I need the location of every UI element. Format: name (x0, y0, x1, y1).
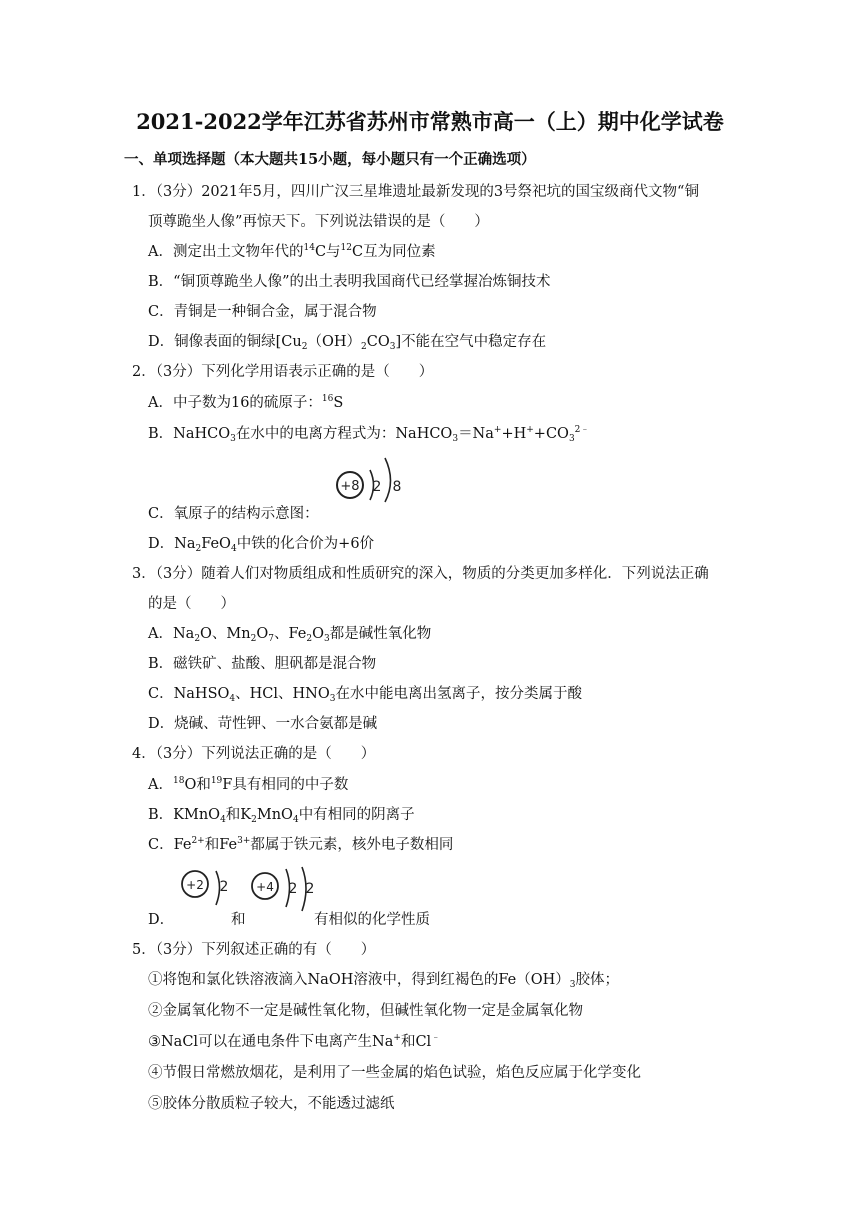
atom-diagram-plus4 (245, 863, 325, 915)
diagram-shell-count: 2 (372, 479, 382, 495)
diagram-shell-count: 8 (392, 479, 402, 495)
section-heading: 一、单项选择题（本大题共15小题，每小题只有一个正确选项） (124, 151, 536, 168)
diagram-shell-count: 2 (219, 879, 229, 895)
q4-option-d-and: 和 (231, 912, 246, 928)
q3-stem-line2: 的是（ ） (148, 596, 235, 612)
q1-option-b: B．“铜顶尊跪坐人像”的出土表明我国商代已经掌握冶炼铜技术 (148, 274, 551, 290)
q1-option-d: D．铜像表面的铜绿$[Cu_2(OH)_2CO_3]$不能在空气中稳定存在 (148, 334, 547, 352)
q1-option-a: A．测定出土文物年代的$^{14}$C与$^{12}$C互为同位素 (148, 243, 436, 260)
q4-option-b: B．KMnO$_4$和$K_2MnO_4$中有相同的阴离子 (148, 807, 415, 825)
q3-option-c: C．NaHSO$_4$、HCl、$HNO_3$在水中能电离出氢离子，按分类属于酸 (148, 686, 582, 704)
q4-stem: 4．（3分）下列说法正确的是（ ） (132, 746, 376, 762)
diagram-shell-count: 2 (288, 881, 298, 897)
diagram-nucleus-label: +2 (186, 878, 204, 892)
q2-option-d: D．$Na_2FeO_4$中铁的化合价为+6价 (148, 536, 375, 554)
q2-option-b: B．NaHCO$_3$在水中的电离方程式为：$NaHCO_3=Na^++H^++CO_3^{2﹣}$ (148, 425, 590, 444)
diagram-nucleus-label: +8 (340, 479, 360, 494)
atom-diagram-plus2 (176, 863, 236, 913)
q5-stem: 5．（3分）下列叙述正确的有（ ） (132, 942, 376, 958)
q3-option-d: D．烧碱、苛性钾、一水合氨都是碱 (148, 716, 378, 732)
q5-item-4: ④节假日常燃放烟花，是利用了一些金属的焰色试验，焰色反应属于化学变化 (148, 1065, 641, 1081)
q5-item-5: ⑤胶体分散质粒子较大，不能透过滤纸 (148, 1096, 395, 1112)
q1-stem-line2: 顶尊跪坐人像”再惊天下。下列说法错误的是（ ） (148, 214, 489, 230)
q3-option-a: A．$Na_2O$、$Mn_2O_7$、$Fe_2O_3$都是碱性氧化物 (148, 626, 432, 644)
q2-option-a: A．中子数为16的硫原子：$^{16}$S (148, 394, 344, 411)
q5-item-1: ①将饱和氯化铁溶液滴入NaOH溶液中，得到红褐色的$Fe(OH)_3$胶体； (148, 972, 619, 990)
q4-option-c: C．$Fe^{2+}$和$Fe^{3+}$都属于铁元素，核外电子数相同 (148, 836, 454, 853)
diagram-shell-count: 2 (305, 881, 315, 897)
q2-option-c: C．氧原子的结构示意图： (148, 506, 319, 522)
q5-item-2: ②金属氧化物不一定是碱性氧化物，但碱性氧化物一定是金属氧化物 (148, 1003, 583, 1019)
q4-option-d-text: 有相似的化学性质 (314, 912, 430, 928)
page-title: 2021-2022学年江苏省苏州市常熟市高一（上）期中化学试卷 (136, 109, 724, 134)
q5-item-3: ③NaCl可以在通电条件下电离产生Na+和Cl﹣ (148, 1033, 441, 1050)
q1-stem-line1: 1．（3分）2021年5月，四川广汉三星堆遗址最新发现的3号祭祀坑的国宝级商代文物“铜 (132, 184, 699, 200)
q3-option-b: B．磁铁矿、盐酸、胆矾都是混合物 (148, 656, 377, 672)
diagram-nucleus-label: +4 (256, 880, 274, 894)
q1-option-c: C．青铜是一种铜合金，属于混合物 (148, 304, 377, 320)
q4-option-a: A．$^{18}$O和$^{19}$F具有相同的中子数 (148, 776, 349, 793)
oxygen-atom-diagram (330, 452, 410, 504)
q4-option-d-label: D． (148, 912, 175, 928)
diagram-shell-arc (385, 458, 391, 502)
q3-stem-line1: 3．（3分）随着人们对物质组成和性质研究的深入，物质的分类更加多样化．下列说法正确 (132, 566, 709, 582)
q2-stem: 2．（3分）下列化学用语表示正确的是（ ） (132, 364, 434, 380)
